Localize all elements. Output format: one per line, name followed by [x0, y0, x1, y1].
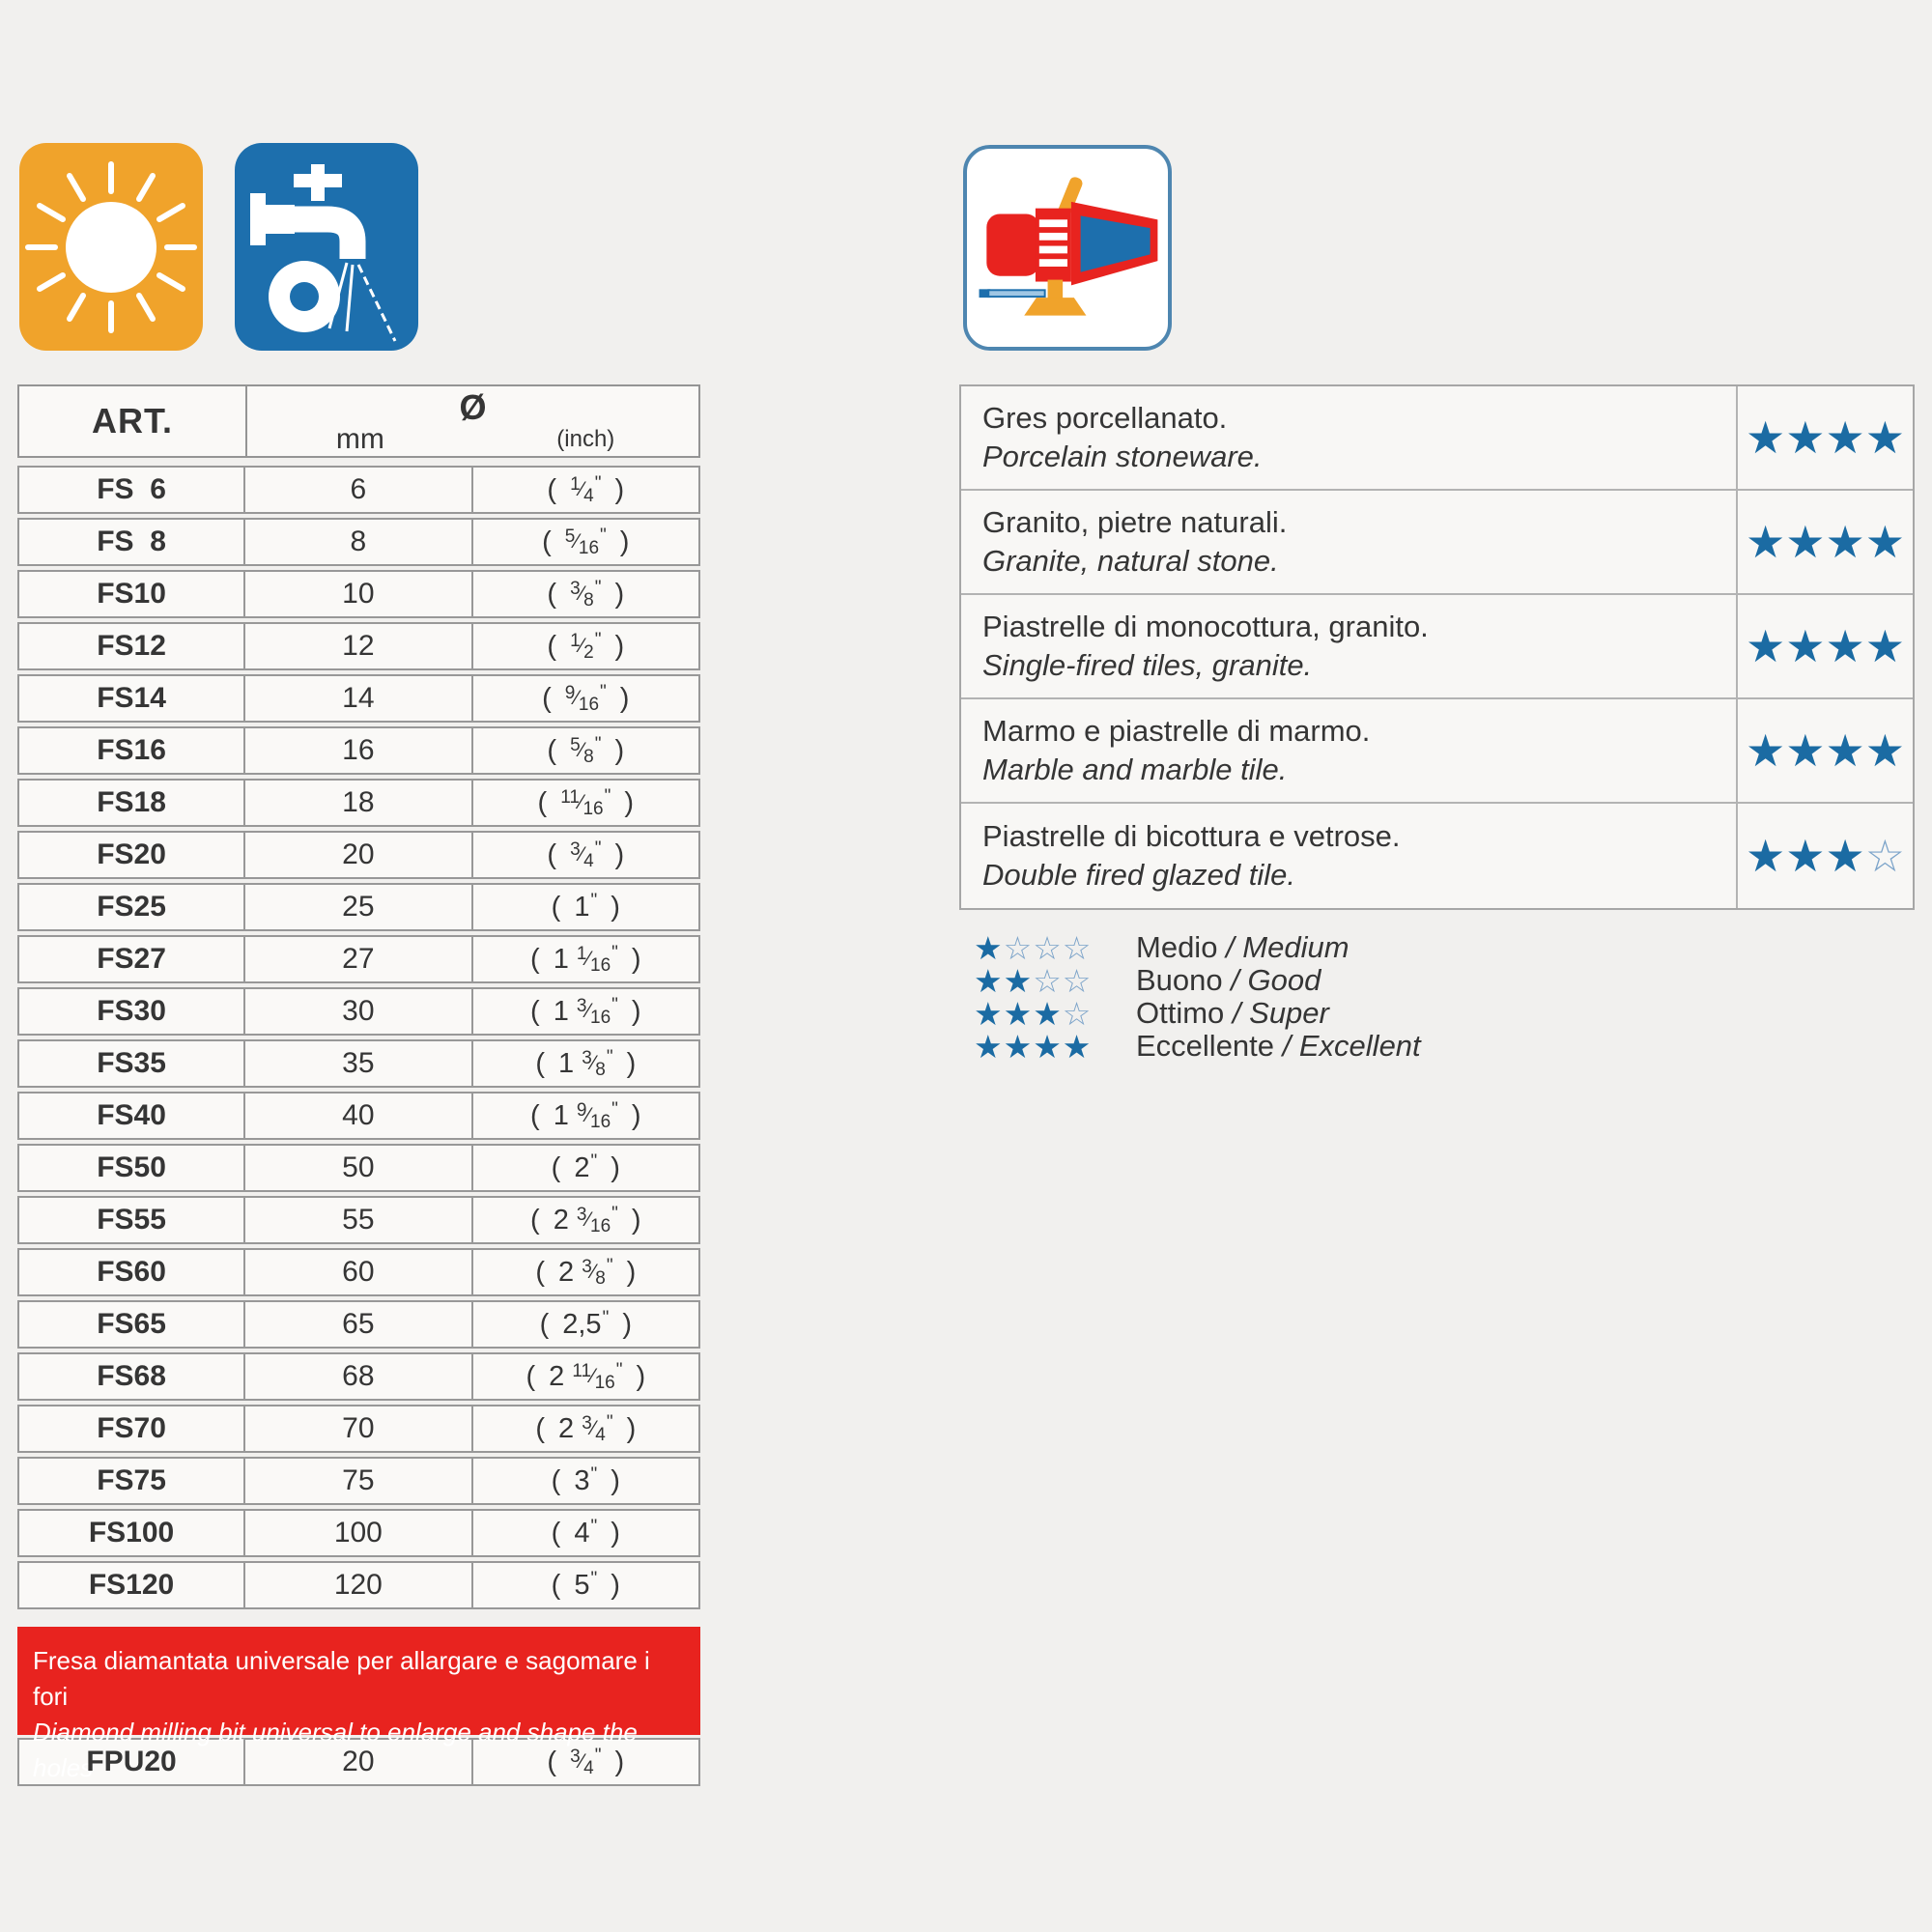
star-filled-icon: ★	[1033, 1028, 1063, 1065]
banner-line-english: Diamond milling bit universal to enlarge and shape the holes	[33, 1718, 638, 1782]
mm-header-label: mm	[335, 423, 384, 455]
inch-value-cell: ( 2,5" )	[539, 1307, 632, 1340]
material-name	[961, 804, 1738, 908]
inch-value-cell: ( 5" )	[551, 1568, 620, 1601]
inch-value-cell: ( 2 $^{11}$⁄16" )	[526, 1359, 646, 1393]
art-row	[17, 1352, 700, 1401]
star-rating	[1738, 804, 1913, 908]
star-filled-icon: ★	[1825, 621, 1865, 671]
art-code-cell: FS14	[19, 676, 245, 721]
art-row	[17, 1248, 700, 1296]
mm-value-cell: 12	[245, 624, 473, 668]
star-filled-icon: ★	[1785, 412, 1826, 463]
art-table-body	[17, 466, 700, 1609]
legend-stars	[974, 929, 1126, 966]
star-filled-icon: ★	[974, 929, 1004, 966]
mm-value-cell: 25	[245, 885, 473, 929]
art-code-cell: FS16	[19, 728, 245, 773]
star-rating	[1738, 699, 1913, 802]
inch-value-cell: ( 2 $^3$⁄4" )	[535, 1411, 637, 1445]
inch-value-cell: ( $^1$⁄4" )	[547, 472, 625, 506]
material-name-english: Double fired glazed tile.	[982, 858, 1295, 892]
inch-value-cell: ( $^1$⁄2" )	[547, 629, 625, 663]
mm-value-cell: 10	[245, 572, 473, 616]
star-filled-icon: ★	[974, 962, 1004, 999]
rating-row	[961, 699, 1913, 804]
art-row	[17, 1144, 700, 1192]
mm-value-cell: 18	[245, 781, 473, 825]
rating-row	[961, 491, 1913, 595]
star-rating	[1738, 386, 1913, 489]
star-filled-icon: ★	[1746, 412, 1786, 463]
art-row	[17, 1039, 700, 1088]
mm-value-cell: 68	[245, 1354, 473, 1399]
material-name-english: Granite, natural stone.	[982, 544, 1279, 578]
mm-value-cell: 35	[245, 1041, 473, 1086]
star-outline-icon: ☆	[1033, 929, 1063, 966]
mm-value-cell: 27	[245, 937, 473, 981]
star-filled-icon: ★	[1062, 1028, 1093, 1065]
art-row	[17, 1300, 700, 1349]
material-name-italian: Gres porcellanato.	[982, 401, 1228, 435]
star-filled-icon: ★	[1825, 831, 1865, 881]
art-row	[17, 831, 700, 879]
mm-value-cell: 70	[245, 1406, 473, 1451]
art-code-cell: FS75	[19, 1459, 245, 1503]
star-filled-icon: ★	[1785, 621, 1826, 671]
banner-line-italian: Fresa diamantata universale per allargare e sagomare i fori	[33, 1646, 650, 1711]
art-header-label: ART.	[19, 386, 247, 456]
art-row	[17, 622, 700, 670]
star-filled-icon: ★	[1003, 962, 1034, 999]
mm-value-cell: 100	[245, 1511, 473, 1555]
star-filled-icon: ★	[1785, 517, 1826, 567]
art-row	[17, 935, 700, 983]
star-filled-icon: ★	[1825, 725, 1865, 776]
inch-value-cell: ( 2" )	[551, 1151, 620, 1183]
inch-header-label: (inch)	[556, 426, 615, 452]
rating-row	[961, 595, 1913, 699]
material-name	[961, 386, 1738, 489]
mm-value-cell: 75	[245, 1459, 473, 1503]
mm-value-cell: 8	[245, 520, 473, 564]
inch-value-cell: ( $^5$⁄16" )	[542, 525, 630, 558]
star-filled-icon: ★	[1746, 517, 1786, 567]
art-code-cell: FS18	[19, 781, 245, 825]
art-row	[17, 1457, 700, 1505]
mm-value-cell: 50	[245, 1146, 473, 1190]
mm-value-cell: 40	[245, 1094, 473, 1138]
art-table	[17, 384, 700, 1786]
legend-item	[974, 1030, 1421, 1063]
inch-value-cell: ( $^3$⁄8" )	[547, 577, 625, 611]
inch-value-cell: ( 1 $^9$⁄16" )	[530, 1098, 641, 1132]
inch-value-cell: ( 1 $^3$⁄16" )	[530, 994, 641, 1028]
art-row	[17, 1738, 700, 1786]
rating-row	[961, 386, 1913, 491]
art-row	[17, 674, 700, 723]
art-code-cell: FS60	[19, 1250, 245, 1294]
legend-stars	[974, 962, 1126, 999]
rating-row	[961, 804, 1913, 908]
inch-value-cell: ( $^3$⁄4" )	[547, 838, 625, 871]
mm-value-cell: 14	[245, 676, 473, 721]
legend-label: Ottimo / Super	[1136, 996, 1329, 1030]
mm-value-cell: 6	[245, 468, 473, 512]
star-filled-icon: ★	[1785, 725, 1826, 776]
art-code-cell: FS12	[19, 624, 245, 668]
rating-legend	[974, 931, 1421, 1063]
art-row	[17, 726, 700, 775]
art-code-cell: FS10	[19, 572, 245, 616]
angle-grinder-icon	[963, 145, 1172, 351]
material-name-english: Single-fired tiles, granite.	[982, 648, 1313, 682]
art-code-cell: FS120	[19, 1563, 245, 1607]
star-filled-icon: ★	[1864, 517, 1905, 567]
inch-value-cell: ( $^3$⁄4" )	[547, 1745, 625, 1778]
mm-value-cell: 20	[245, 1740, 473, 1784]
inch-value-cell: ( 2 $^3$⁄8" )	[535, 1255, 637, 1289]
legend-label: Medio / Medium	[1136, 930, 1350, 964]
mm-value-cell: 65	[245, 1302, 473, 1347]
star-filled-icon: ★	[1746, 831, 1786, 881]
star-outline-icon: ☆	[1062, 929, 1093, 966]
inch-value-cell: ( $^{11}$⁄16" )	[537, 785, 635, 819]
material-name-italian: Granito, pietre naturali.	[982, 505, 1288, 539]
inch-value-cell: ( 1 $^3$⁄8" )	[535, 1046, 637, 1080]
star-filled-icon: ★	[1825, 517, 1865, 567]
diameter-symbol: Ø	[459, 386, 487, 427]
sun-icon	[19, 143, 203, 351]
star-filled-icon: ★	[974, 995, 1004, 1032]
art-code-cell: FS 6	[19, 468, 245, 512]
star-outline-icon: ☆	[1003, 929, 1034, 966]
star-filled-icon: ★	[1003, 1028, 1034, 1065]
art-code-cell: FS65	[19, 1302, 245, 1347]
star-filled-icon: ★	[1746, 725, 1786, 776]
art-row	[17, 1405, 700, 1453]
diameter-header	[247, 386, 698, 456]
star-rating	[1738, 491, 1913, 593]
inch-value-cell: ( $^9$⁄16" )	[542, 681, 630, 715]
star-filled-icon: ★	[1864, 725, 1905, 776]
inch-value-cell: ( 1 $^1$⁄16" )	[530, 942, 641, 976]
star-outline-icon: ☆	[1062, 995, 1093, 1032]
art-table-header	[17, 384, 700, 458]
ratings-table	[959, 384, 1915, 910]
art-code-cell: FS30	[19, 989, 245, 1034]
art-code-cell: FS68	[19, 1354, 245, 1399]
art-row	[17, 1196, 700, 1244]
legend-item	[974, 931, 1421, 964]
art-code-cell: FS50	[19, 1146, 245, 1190]
star-filled-icon: ★	[1003, 995, 1034, 1032]
mm-value-cell: 55	[245, 1198, 473, 1242]
material-name-english: Marble and marble tile.	[982, 753, 1288, 786]
inch-value-cell: ( 2 $^3$⁄16" )	[530, 1203, 641, 1236]
mm-value-cell: 16	[245, 728, 473, 773]
art-code-cell: FS35	[19, 1041, 245, 1086]
art-row	[17, 987, 700, 1036]
star-filled-icon: ★	[974, 1028, 1004, 1065]
art-code-cell: FS 8	[19, 520, 245, 564]
art-code-cell: FS27	[19, 937, 245, 981]
star-filled-icon: ★	[1746, 621, 1786, 671]
star-filled-icon: ★	[1825, 412, 1865, 463]
inch-value-cell: ( 1" )	[551, 890, 620, 923]
legend-item	[974, 997, 1421, 1030]
mm-value-cell: 20	[245, 833, 473, 877]
star-filled-icon: ★	[1864, 621, 1905, 671]
legend-label: Eccellente / Excellent	[1136, 1029, 1421, 1063]
art-row	[17, 518, 700, 566]
mm-value-cell: 30	[245, 989, 473, 1034]
material-name-italian: Piastrelle di bicottura e vetrose.	[982, 819, 1401, 853]
art-row	[17, 466, 700, 514]
mm-value-cell: 120	[245, 1563, 473, 1607]
art-code-cell: FPU20	[19, 1740, 245, 1784]
material-name	[961, 595, 1738, 697]
material-name	[961, 699, 1738, 802]
art-row	[17, 883, 700, 931]
art-code-cell: FS100	[19, 1511, 245, 1555]
star-filled-icon: ★	[1033, 995, 1063, 1032]
inch-value-cell: ( 3" )	[551, 1463, 620, 1496]
mm-value-cell: 60	[245, 1250, 473, 1294]
art-row	[17, 779, 700, 827]
art-row	[17, 1509, 700, 1557]
art-code-cell: FS70	[19, 1406, 245, 1451]
star-outline-icon: ☆	[1864, 831, 1905, 881]
art-code-cell: FS55	[19, 1198, 245, 1242]
art-code-cell: FS20	[19, 833, 245, 877]
star-filled-icon: ★	[1864, 412, 1905, 463]
star-outline-icon: ☆	[1062, 962, 1093, 999]
water-cooling-icon	[235, 143, 418, 351]
material-name	[961, 491, 1738, 593]
material-name-italian: Marmo e piastrelle di marmo.	[982, 714, 1371, 748]
star-outline-icon: ☆	[1033, 962, 1063, 999]
art-row	[17, 1092, 700, 1140]
legend-item	[974, 964, 1421, 997]
star-filled-icon: ★	[1785, 831, 1826, 881]
inch-value-cell: ( $^5$⁄8" )	[547, 733, 625, 767]
legend-stars	[974, 1028, 1126, 1065]
legend-stars	[974, 995, 1126, 1032]
material-name-italian: Piastrelle di monocottura, granito.	[982, 610, 1429, 643]
art-code-cell: FS40	[19, 1094, 245, 1138]
star-rating	[1738, 595, 1913, 697]
special-row-container	[17, 1738, 700, 1786]
material-name-english: Porcelain stoneware.	[982, 440, 1263, 473]
inch-value-cell: ( 4" )	[551, 1516, 620, 1548]
legend-label: Buono / Good	[1136, 963, 1321, 997]
art-row	[17, 570, 700, 618]
art-row	[17, 1561, 700, 1609]
art-code-cell: FS25	[19, 885, 245, 929]
